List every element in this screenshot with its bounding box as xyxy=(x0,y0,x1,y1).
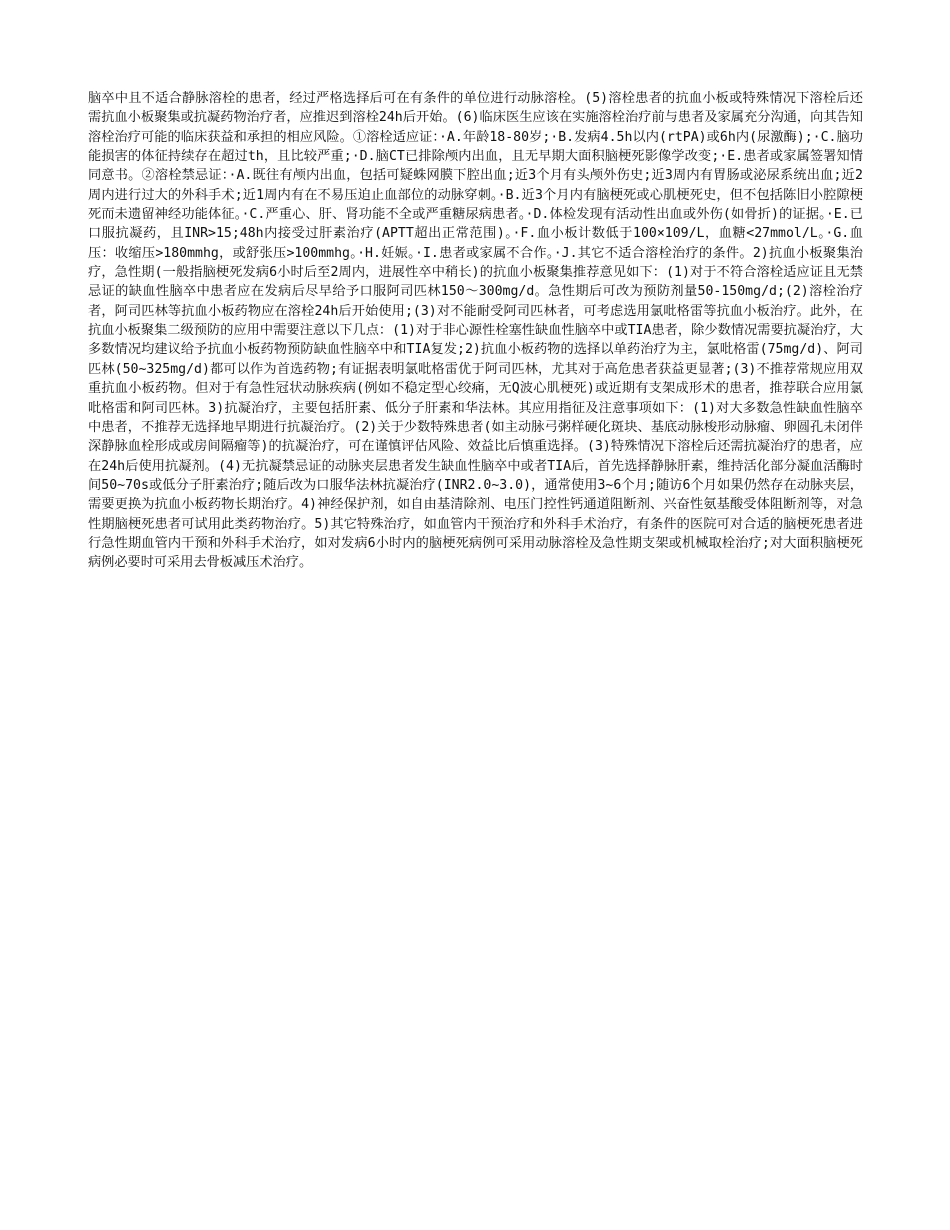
body-paragraph: 脑卒中且不适合静脉溶栓的患者，经过严格选择后可在有条件的单位进行动脉溶栓。(5)溶栓患者的抗血小板或特殊情况下溶栓后还需抗血小板聚集或抗凝药物治疗者，应推迟到溶栓24h后开始。(6)临床医生应该在实施溶栓治疗前与患者及家属充分沟通，向其告知溶栓治疗可能的临床获益和承担的相应风险。①溶栓适应证：·A.年龄18-80岁;·B.发病4.5h以内(rtPA)或6h内(尿激酶);·C.脑功能损害的体征持续存在超过th，且比较严重;·D.脑CT已排除颅内出血，且无早期大面积脑梗死影像学改变;·E.患者或家属签署知情同意书。②溶栓禁忌证：·A.既往有颅内出血，包括可疑蛛网膜下腔出血;近3个月有头颅外伤史;近3周内有胃肠或泌尿系统出血;近2周内进行过大的外科手术;近1周内有在不易压迫止血部位的动脉穿刺。·B.近3个月内有脑梗死或心肌梗死史，但不包括陈旧小腔隙梗死而未遗留神经功能体征。·C.严重心、肝、肾功能不全或严重糖尿病患者。·D.体检发现有活动性出血或外伤(如骨折)的证据。·E.已口服抗凝药，且INR>15;48h内接受过肝素治疗(APTT超出正常范围)。·F.血小板计数低于100×109/L，血糖<27mmol/L。·G.血压：收缩压>180mmhg，或舒张压>100mmhg。·H.妊娠。·I.患者或家属不合作。·J.其它不适合溶栓治疗的条件。2)抗血小板聚集治疗，急性期(一般指脑梗死发病6小时后至2周内，进展性卒中稍长)的抗血小板聚集推荐意见如下：(1)对于不符合溶栓适应证且无禁忌证的缺血性脑卒中患者应在发病后尽早给予口服阿司匹林150～300mg/d。急性期后可改为预防剂量50-150mg/d;(2)溶栓治疗者，阿司匹林等抗血小板药物应在溶栓24h后开始使用;(3)对不能耐受阿司匹林者，可考虑选用氯吡格雷等抗血小板治疗。此外，在抗血小板聚集二级预防的应用中需要注意以下几点：(1)对于非心源性栓塞性缺血性脑卒中或TIA患者，除少数情况需要抗凝治疗，大多数情况均建议给予抗血小板药物预防缺血性脑卒中和TIA复发;2)抗血小板药物的选择以单药治疗为主，氯吡格雷(75mg/d)、阿司匹林(50~325mg/d)都可以作为首选药物;有证据表明氯吡格雷优于阿司匹林，尤其对于高危患者获益更显著;(3)不推荐常规应用双重抗血小板药物。但对于有急性冠状动脉疾病(例如不稳定型心绞痛，无Q波心肌梗死)或近期有支架成形术的患者，推荐联合应用氯吡格雷和阿司匹林。3)抗凝治疗，主要包括肝素、低分子肝素和华法林。其应用指征及注意事项如下：(1)对大多数急性缺血性脑卒中患者，不推荐无选择地早期进行抗凝治疗。(2)关于少数特殊患者(如主动脉弓粥样硬化斑块、基底动脉梭形动脉瘤、卵圆孔未闭伴深静脉血栓形成或房间隔瘤等)的抗凝治疗，可在谨慎评估风险、效益比后慎重选择。(3)特殊情况下溶栓后还需抗凝治疗的患者，应在24h后使用抗凝剂。(4)无抗凝禁忌证的动脉夹层患者发生缺血性脑卒中或者TIA后，首先选择静脉肝素，维持活化部分凝血活酶时间50~70s或低分子肝素治疗;随后改为口服华法林抗凝治疗(INR2.0~3.0)，通常使用3~6个月;随访6个月如果仍然存在动脉夹层，需要更换为抗血小板药物长期治疗。4)神经保护剂，如自由基清除剂、电压门控性钙通道阻断剂、兴奋性氨基酸受体阻断剂等，对急性期脑梗死患者可试用此类药物治疗。5)其它特殊治疗，如血管内干预治疗和外科手术治疗，有条件的医院可对合适的脑梗死患者进行急性期血管内干预和外科手术治疗，如对发病6小时内的脑梗死病例可采用动脉溶栓及急性期支架或机械取栓治疗;对大面积脑梗死病例必要时可采用去骨板减压术治疗。 xyxy=(88,91,863,571)
